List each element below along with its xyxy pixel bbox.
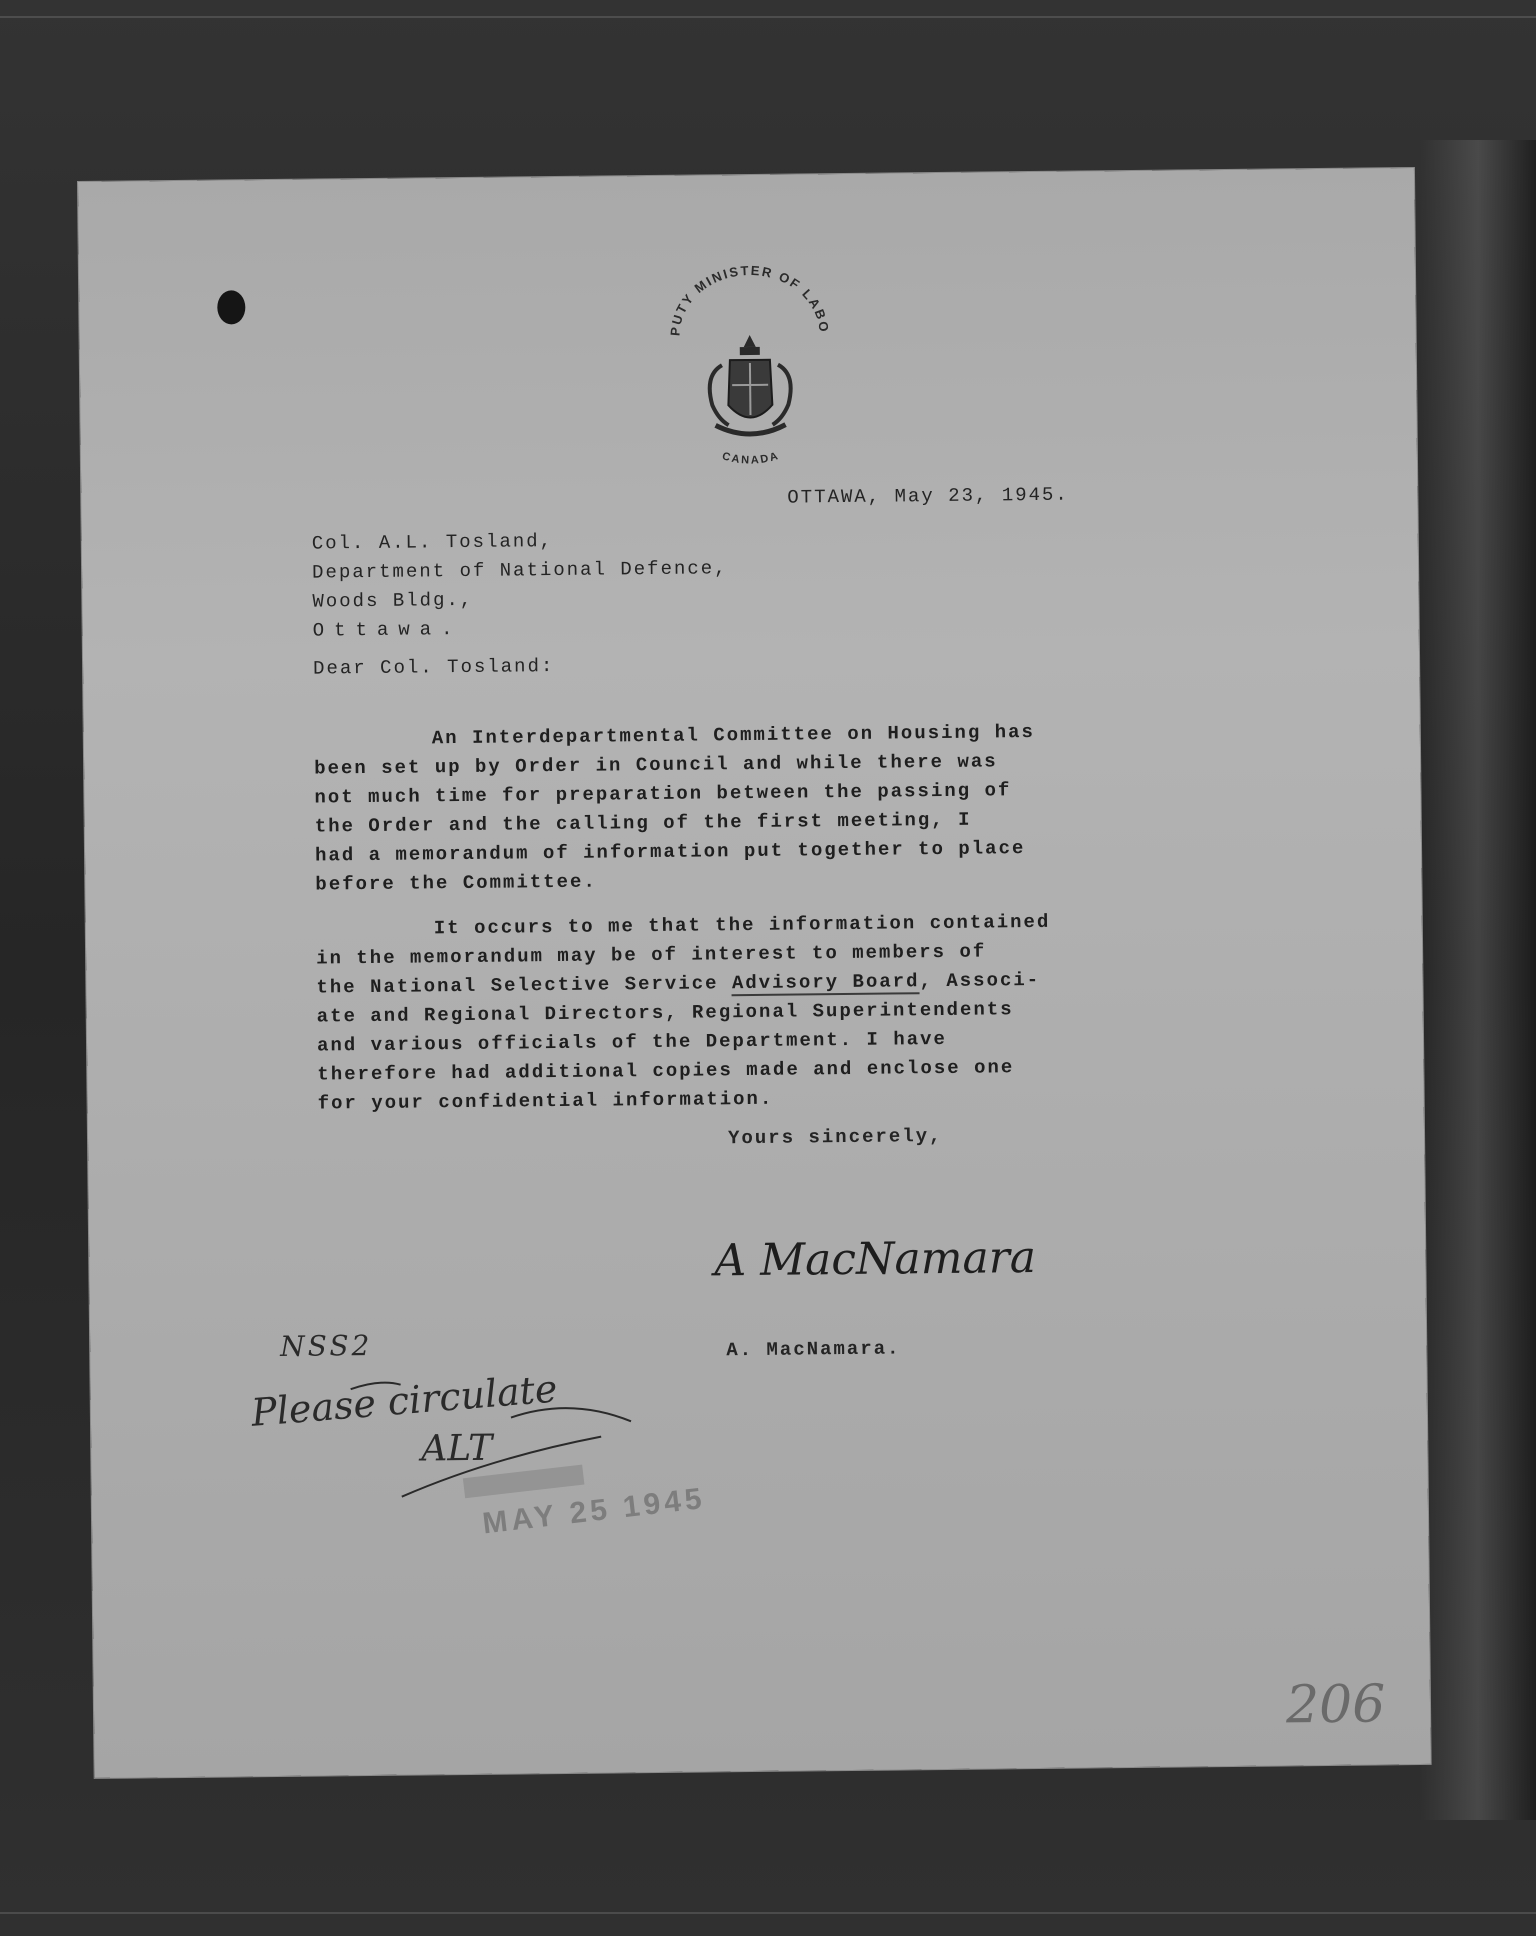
handwritten-initials: ALT (421, 1427, 493, 1470)
svg-text:CANADA (721, 450, 782, 467)
film-edge-line (0, 16, 1536, 18)
paragraph-line: in the memorandum may be of interest to members of (316, 940, 987, 970)
signature-text: A MacNamara (714, 1232, 1035, 1287)
paragraph-line: had a memorandum of information put together to place (314, 837, 1026, 867)
recipient-name: Col. A.L. Tosland, (311, 530, 554, 555)
svg-text:DEPUTY MINISTER OF LABOUR (659, 264, 832, 337)
paragraph-line: and various officials of the Department. I have (316, 1027, 948, 1057)
ink-blot (217, 290, 245, 324)
letterhead-seal (659, 264, 841, 476)
closing: Yours sincerely, (727, 1125, 943, 1150)
paragraph-line: before the Committee. (315, 870, 597, 896)
recipient-department: Department of National Defence, (311, 557, 728, 584)
dateline: OTTAWA, May 23, 1945. (787, 483, 1069, 509)
seal-bottom-text: CANADA (720, 449, 782, 467)
paragraph-line: not much time for preparation between the passing of (314, 779, 1012, 809)
film-edge-shadow (1420, 140, 1536, 1820)
film-edge-line (0, 1912, 1536, 1914)
paragraph-line: An Interdepartmental Committee on Housing has (431, 721, 1036, 750)
paragraph-line: the Order and the calling of the first meeting, I (314, 808, 972, 838)
seal-top-text: DEPUTY MINISTER OF LABOUR (667, 264, 832, 337)
handwritten-note: Please circulate (249, 1366, 559, 1435)
recipient-city: Ottawa. (312, 617, 463, 642)
paragraph-line: for your confidential information. (317, 1087, 774, 1115)
signature-mark (704, 1222, 1035, 1295)
recipient-address (312, 525, 729, 645)
coat-of-arms-icon (659, 264, 841, 476)
recipient-building: Woods Bldg., (312, 588, 474, 613)
paragraph-line: the National Selective Service Advisory Board, Associ- (316, 968, 1041, 999)
underlined-phrase: Advisory Board (731, 970, 920, 995)
paragraph-line: ate and Regional Directors, Regional Superintendents (316, 998, 1014, 1028)
received-date-stamp: MAY 25 1945 (480, 1481, 708, 1541)
folio-number: 206 (1285, 1674, 1386, 1736)
paragraph-2 (316, 908, 1053, 1119)
paragraph-1 (314, 718, 1037, 900)
signer-name: A. MacNamara. (726, 1337, 901, 1362)
paragraph-line: been set up by Order in Council and while there was (314, 750, 998, 780)
handwritten-file-code: NSS2 (280, 1328, 373, 1363)
paragraph-line: It occurs to me that the information contained (433, 910, 1051, 940)
signature (704, 1222, 1035, 1295)
letter-page (78, 168, 1431, 1778)
salutation: Dear Col. Tosland: (312, 655, 555, 680)
paragraph-line: therefore had additional copies made and enclose one (317, 1056, 1015, 1086)
